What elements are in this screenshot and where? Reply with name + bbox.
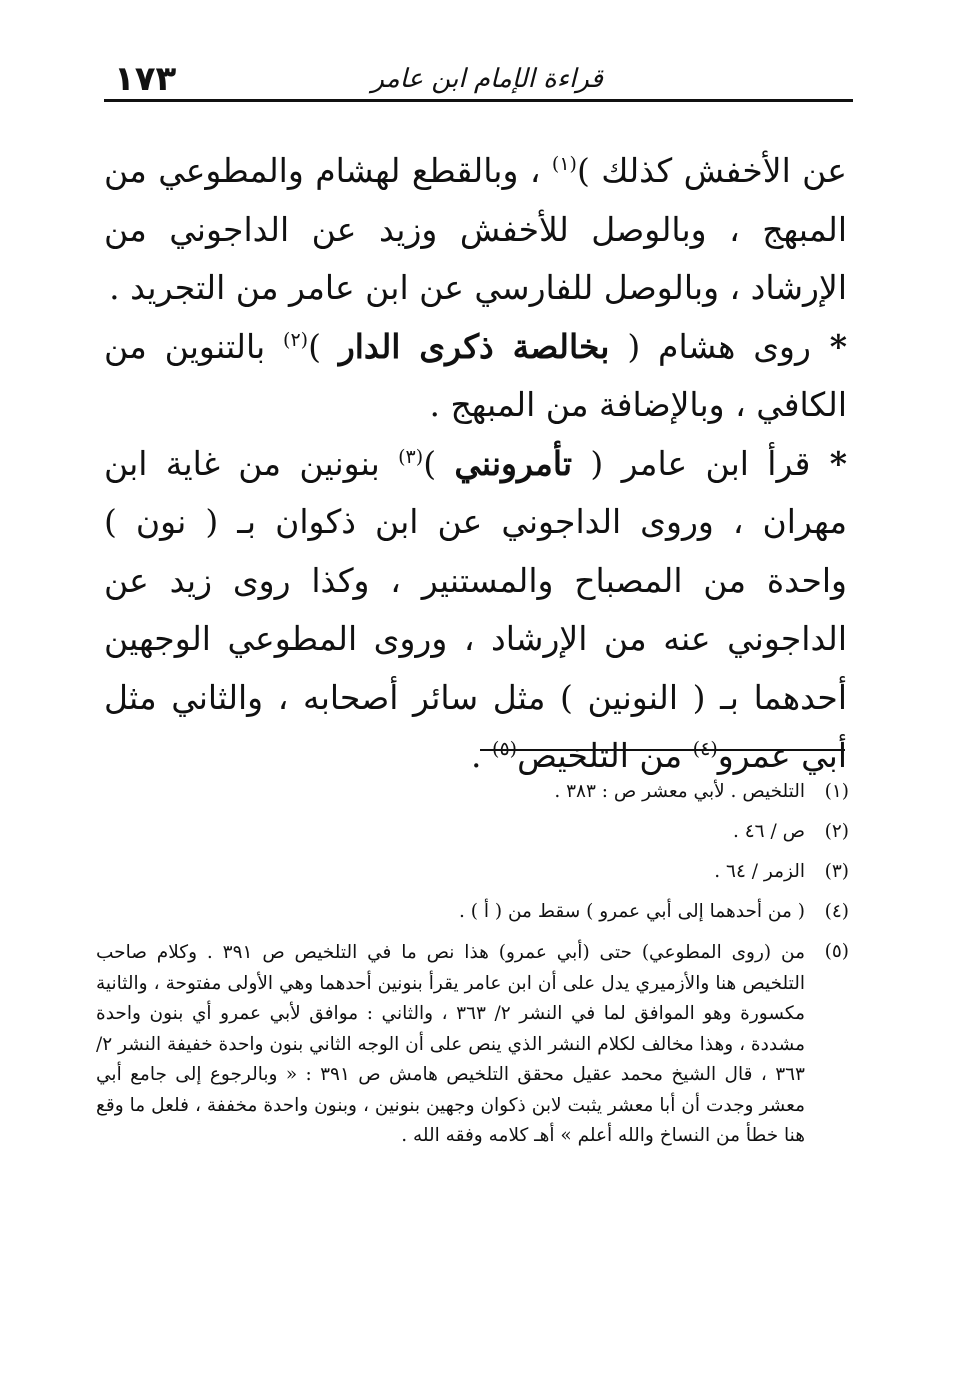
footnote-number: (١)	[824, 781, 849, 802]
page-header	[104, 55, 853, 102]
footnote-ref: (٤)	[692, 738, 718, 760]
footnote	[96, 898, 849, 926]
text-run: قرأ ابن عامر (	[572, 443, 811, 483]
footnote-text: التلخيص . لأبي معشر ص : ٣٨٣ .	[554, 781, 805, 802]
footnote-number: (٥)	[824, 941, 849, 962]
footnote-separator	[480, 749, 845, 751]
text-run: عن الأخفش كذلك )	[576, 151, 847, 190]
text-run: روى هشام (	[609, 326, 811, 366]
footnote-number: (٤)	[824, 901, 849, 922]
footnote-ref: (٢)	[283, 328, 309, 351]
footnote-number: (٣)	[824, 861, 849, 882]
footnote-number: (٢)	[824, 821, 849, 842]
footnote-text: من (روى المطوعي) حتى (أبي عمرو) هذا نص ما في التلخيص ص ٣٩١ . وكلام صاحب التلخيص هنا والأزميري يدل على أن ابن عامر يقرأ بنونين أحدهما وهي الأولى مفتوحة ، والثانية مكسورة وهو الموافق لما في النشر ٢/ ٣٦٣ ، والثاني : موافق لأبي عمرو أي بنون واحدة مشددة ، وهذا مخالف لكلام النشر الذي ينص على أن الوجه الثاني بنون واحدة خفيفة النشر ٢/ ٣٦٣ ، قال الشيخ محمد عقيل محقق التلخيص هامش ص ٣٩١ : « وبالرجوع إلى جامع أبي معشر وجدت أن أبا معشر يثبت لابن ذكوان وجهين بنونين ، وبنون واحدة مخففة ، فلعل ما وقع هنا خطأ من النساخ والله أعلم » أهـ كلامه وفقه الله .	[96, 942, 805, 1146]
footnote	[96, 858, 849, 886]
text-run: من التلخيص	[517, 736, 693, 775]
text-run: ، وبالقطع لهشام والمطوعي من المبهج ، وبالوصل للأخفش وزيد عن الداجوني من الإرشاد ، وبالوصل للفارسي عن ابن عامر من التجريد .	[104, 151, 847, 307]
text-run: )	[308, 326, 339, 366]
footnote-ref: (٣)	[398, 445, 424, 468]
paragraph	[104, 435, 847, 786]
paragraph	[104, 142, 847, 318]
footnotes	[96, 778, 849, 1164]
text-run: .	[471, 736, 493, 775]
footnote	[96, 818, 849, 846]
footnote	[96, 778, 849, 806]
bullet-star: *	[810, 443, 847, 483]
bullet-star: *	[810, 326, 847, 366]
quran-word: بخالصة ذكرى الدار	[338, 326, 610, 366]
footnote-text: الزمر / ٦٤ .	[714, 861, 805, 882]
text-run: )	[423, 443, 455, 483]
quran-word: تأمرونني	[454, 443, 573, 483]
main-text	[104, 142, 847, 786]
text-run: بنونين من غاية ابن مهران ، وروى الداجوني عن ابن ذكوان بـ ( نون ) واحدة من المصباح والمستنير ، وكذا روى زيد عن الداجوني عنه من الإرشاد ، وروى المطوعي الوجهين أحدهما بـ ( النونين ) مثل سائر أصحابه ، والثاني مثل أبي عمرو	[104, 443, 847, 775]
footnote-ref: (٥)	[492, 738, 518, 760]
footnote-ref: (١)	[551, 153, 577, 175]
page-number: ١٧٣	[114, 59, 177, 99]
footnote	[96, 938, 849, 1152]
paragraph	[104, 318, 847, 435]
running-title: قراءة الإمام ابن عامر	[371, 64, 603, 94]
footnote-text: ( من أحدهما إلى أبي عمرو ) سقط من ( أ ) .	[458, 901, 805, 922]
footnote-text: ص / ٤٦ .	[732, 821, 805, 842]
text-run: بالتنوين من الكافي ، وبالإضافة من المبهج .	[104, 326, 847, 424]
